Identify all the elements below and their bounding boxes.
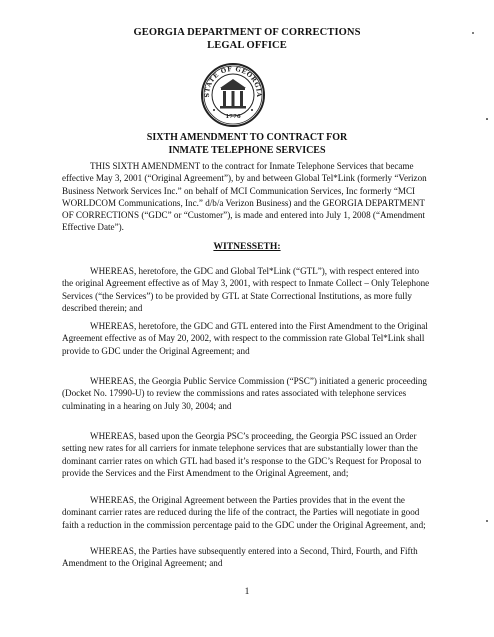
intro-paragraph: THIS SIXTH AMENDMENT to the contract for Inmate Telephone Services that became effective May 3, 2001 (“Original Agreement”), by and between Global Tel*Link (formerly “Verizon Business Network Services Inc.” on behalf of MCI Communication Services, Inc formerly “MCI WORLDCOM Communications, Inc.” d/b/a Verizon Business) and the GEORGIA DEPARTMENT OF CORRECTIONS (“GDC” or “Customer”), is made and entered into July 1, 2008 (“Amendment Effective Date”). bbox=[62, 161, 427, 233]
scan-speck bbox=[486, 118, 488, 120]
whereas-paragraph-4: WHEREAS, based upon the Georgia PSC’s proceeding, the Georgia PSC issued an Order setting new rates for all carriers for inmate telephone services that are substantially lower than the dominant carrier rates on which GTL had based it’s response to the GDC’s Request for Proposal to provide the Services and the First Amendment to the Original Agreement, and; bbox=[62, 431, 422, 478]
whereas-paragraph-6: WHEREAS, the Parties have subsequently entered into a Second, Third, Fourth, and Fifth Amendment to the Original Agreement; and bbox=[62, 546, 418, 569]
whereas-paragraph-5: WHEREAS, the Original Agreement between the Parties provides that in the event the dominant carrier rates are reduced during the life of the contract, the Parties will negotiate in good faith a reduction in the commission percentage paid to the GDC under the Original Agreement, and; bbox=[62, 495, 426, 530]
state-seal-icon bbox=[200, 62, 266, 128]
seal-year: 1776 bbox=[225, 114, 241, 120]
scan-speck bbox=[472, 32, 474, 34]
page-number: 1 bbox=[244, 587, 250, 597]
witnesseth-heading: WITNESSETH: bbox=[213, 241, 281, 252]
office-heading: LEGAL OFFICE bbox=[207, 40, 287, 51]
whereas-paragraph-2: WHEREAS, heretofore, the GDC and GTL entered into the First Amendment to the Original Agreement effective as of May 20, 2002, with respect to the commission rate Global Tel*Link shall provide to GDC under the Original Agreement; and bbox=[62, 321, 428, 356]
department-heading: GEORGIA DEPARTMENT OF CORRECTIONS bbox=[133, 27, 361, 38]
whereas-paragraph-3: WHEREAS, the Georgia Public Service Commission (“PSC”) initiated a generic proceeding (Docket No. 17990-U) to review the commissions and rates associated with telephone services culminating in a hearing on July 30, 2004; and bbox=[62, 376, 427, 411]
document-title-line1: SIXTH AMENDMENT TO CONTRACT FOR bbox=[146, 132, 348, 143]
document-title-line2: INMATE TELEPHONE SERVICES bbox=[168, 145, 326, 156]
scan-speck bbox=[486, 520, 488, 522]
seal-top-text: STATE OF GEORGIA bbox=[203, 65, 263, 98]
whereas-paragraph-1: WHEREAS, heretofore, the GDC and Global Tel*Link (“GTL”), with respect entered into the original Agreement effective as of May 3, 2001, with respect to Inmate Collect – Only Telephone Services (“the Services”) to be provided by GTL at State Correctional Institutions, as more fully described therein; and bbox=[62, 266, 430, 313]
